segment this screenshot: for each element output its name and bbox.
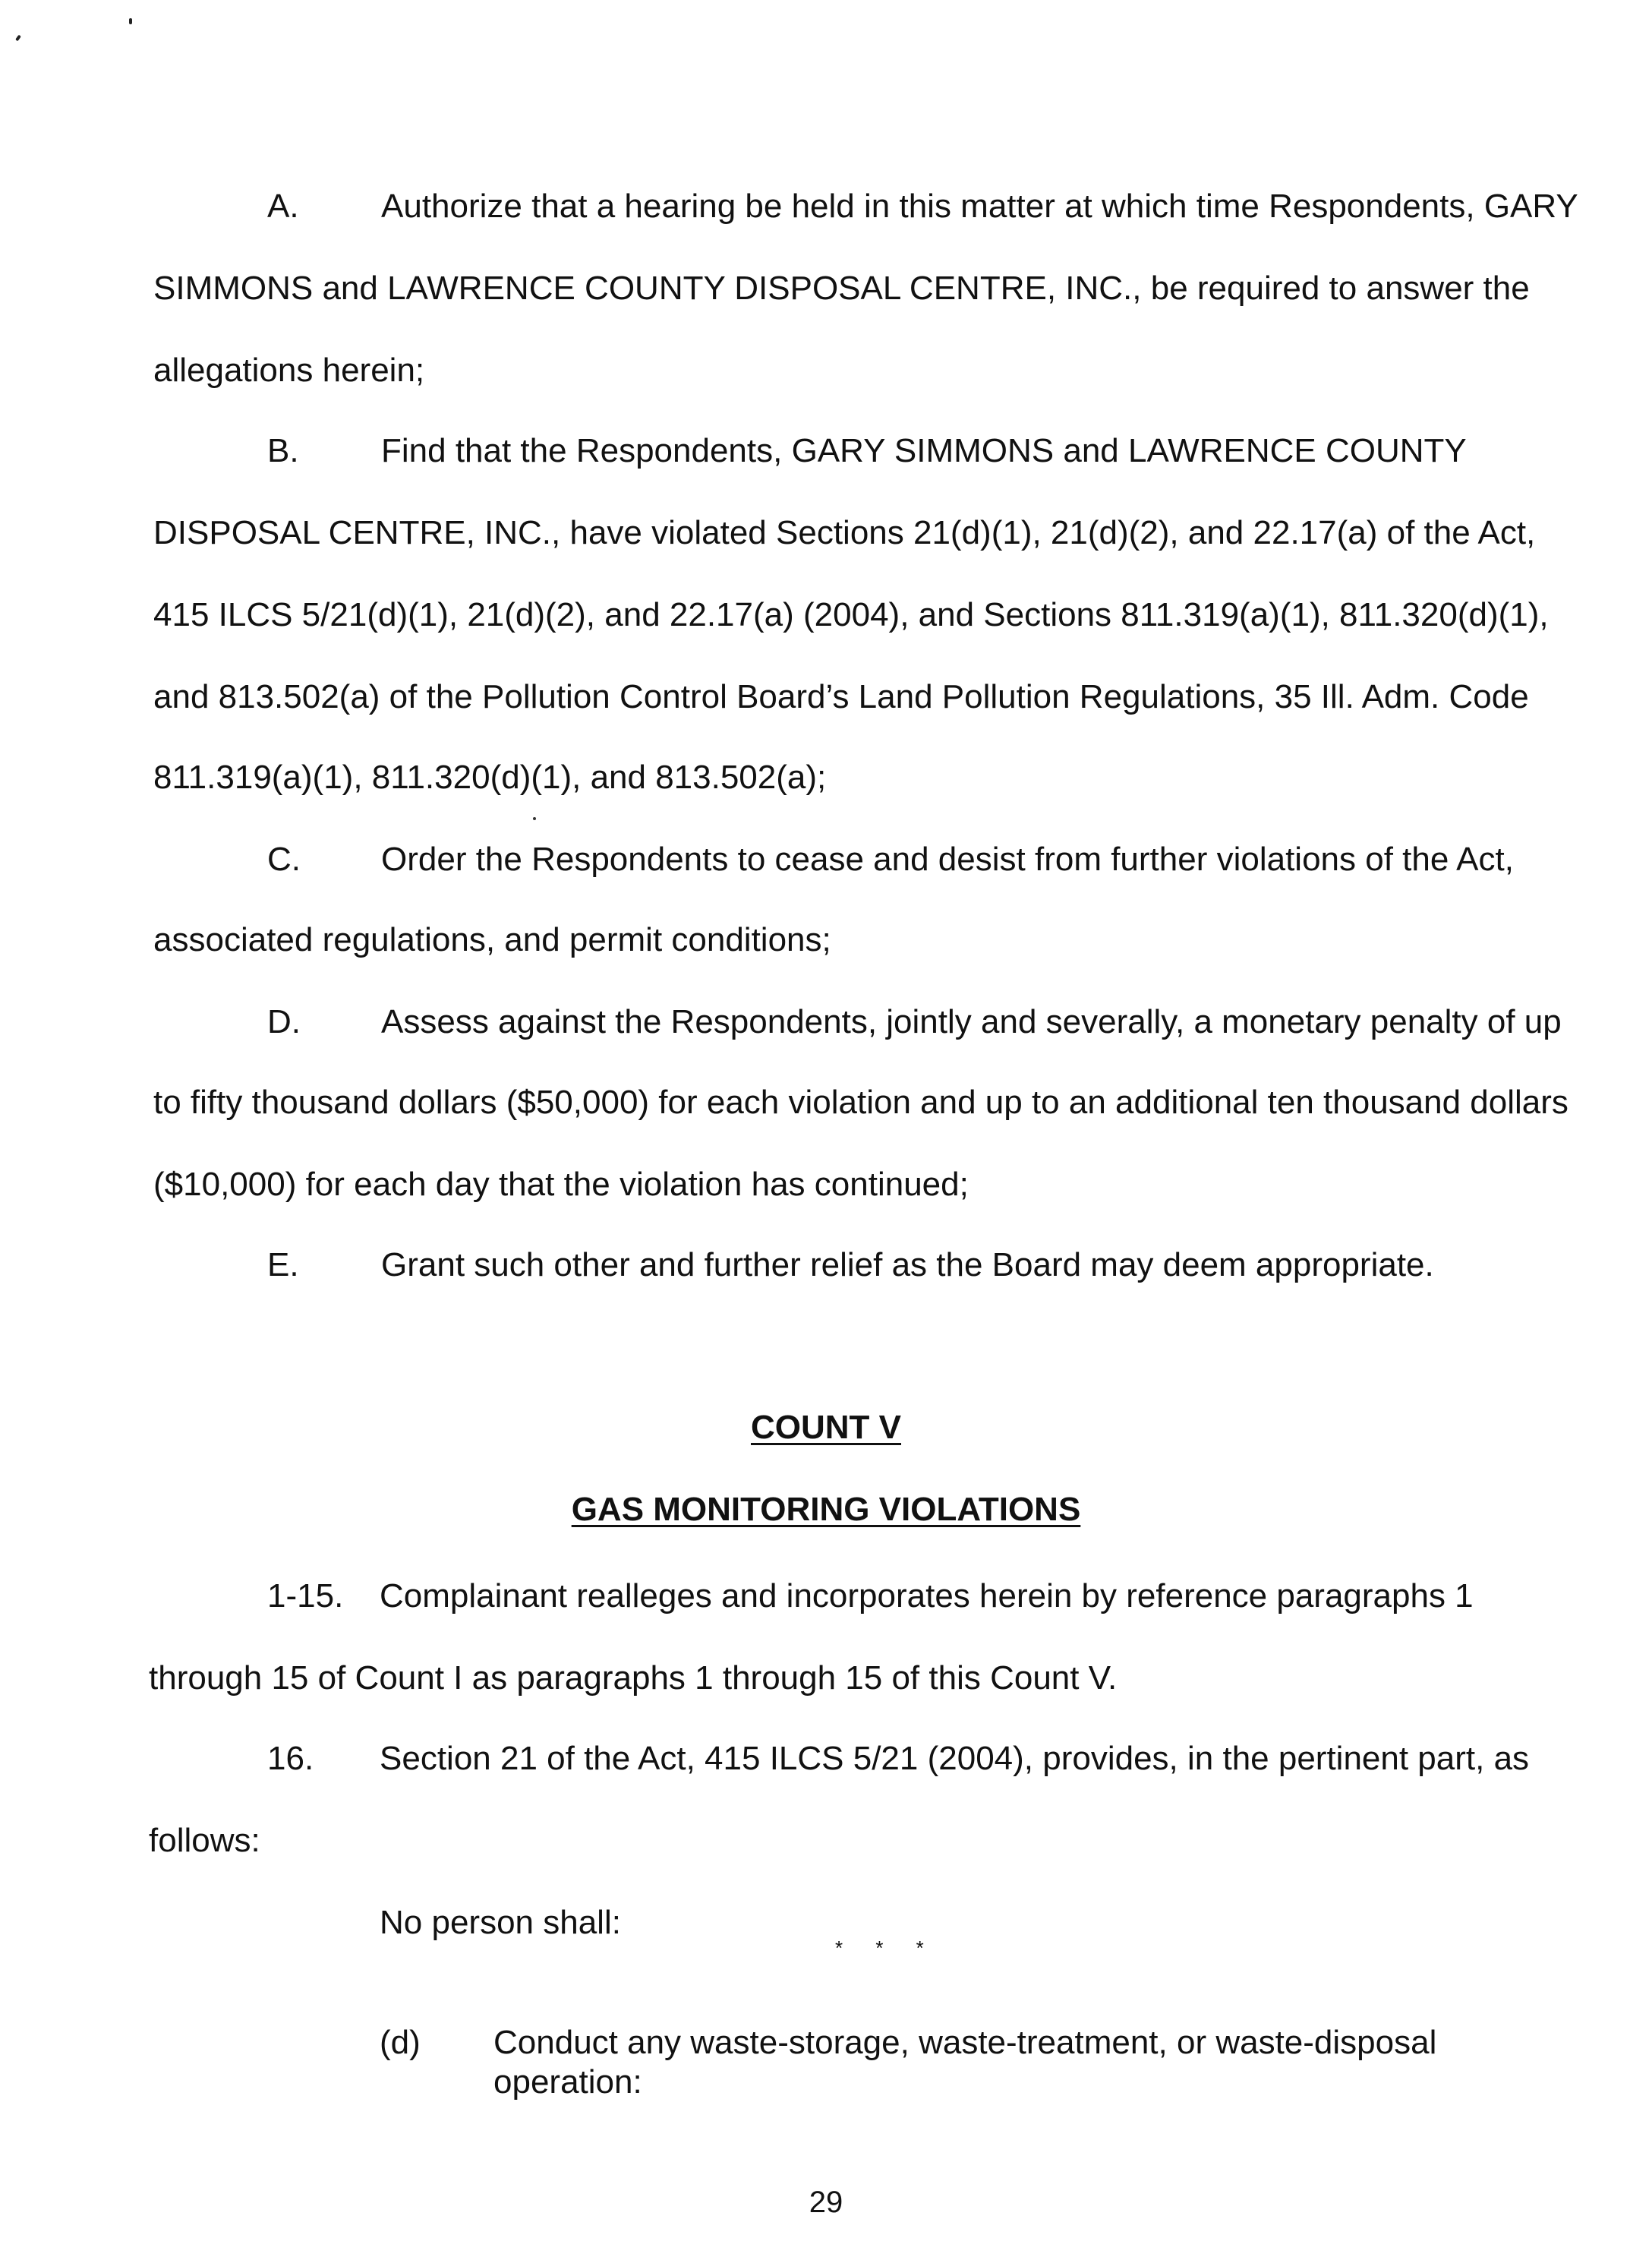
relief-item-b-line-4: and 813.502(a) of the Pollution Control Board’s Land Pollution Regulations, 35 Ill. Adm. Code bbox=[153, 678, 1529, 715]
paragraph-1-15-line-2: through 15 of Count I as paragraphs 1 through 15 of this Count V. bbox=[149, 1659, 1118, 1697]
relief-item-a-line-1: Authorize that a hearing be held in this matter at which time Respondents, GARY bbox=[381, 188, 1578, 225]
scan-mark bbox=[15, 35, 21, 42]
relief-item-d-line-2: to fifty thousand dollars ($50,000) for each violation and up to an additional ten thousand dollars bbox=[153, 1084, 1568, 1121]
relief-item-b-line-1: Find that the Respondents, GARY SIMMONS and LAWRENCE COUNTY bbox=[381, 432, 1467, 469]
paragraph-1-15-line-1: Complainant realleges and incorporates herein by reference paragraphs 1 bbox=[380, 1577, 1474, 1615]
relief-item-c-line-1: Order the Respondents to cease and desist from further violations of the Act, bbox=[381, 841, 1514, 878]
relief-item-label-a: A. bbox=[267, 188, 299, 225]
quote-intro: No person shall: bbox=[380, 1904, 621, 1941]
relief-item-b-line-2: DISPOSAL CENTRE, INC., have violated Sections 21(d)(1), 21(d)(2), and 22.17(a) of the Act, bbox=[153, 514, 1536, 551]
quote-item-line-1: Conduct any waste-storage, waste-treatment, or waste-disposal bbox=[493, 2024, 1437, 2061]
relief-item-e-line-1: Grant such other and further relief as the Board may deem appropriate. bbox=[381, 1246, 1434, 1283]
relief-item-label-c: C. bbox=[267, 841, 301, 878]
quote-item-label: (d) bbox=[380, 2024, 421, 2061]
relief-item-a-line-3: allegations herein; bbox=[153, 352, 425, 389]
relief-item-b-line-3: 415 ILCS 5/21(d)(1), 21(d)(2), and 22.17(a) (2004), and Sections 811.319(a)(1), 811.320(d)(1), bbox=[153, 596, 1549, 633]
paragraph-16-line-2: follows: bbox=[149, 1822, 260, 1859]
paragraph-16-line-1: Section 21 of the Act, 415 ILCS 5/21 (2004), provides, in the pertinent part, as bbox=[380, 1740, 1530, 1777]
quote-ellipsis: * * * bbox=[835, 1936, 938, 1959]
scan-mark bbox=[129, 18, 132, 24]
page-number: 29 bbox=[809, 2186, 843, 2219]
count-title: COUNT V bbox=[751, 1409, 901, 1446]
relief-item-d-line-3: ($10,000) for each day that the violation has continued; bbox=[153, 1166, 969, 1203]
relief-item-d-line-1: Assess against the Respondents, jointly and severally, a monetary penalty of up bbox=[381, 1003, 1562, 1040]
paragraph-label-16: 16. bbox=[267, 1740, 314, 1777]
quote-item-line-2: operation: bbox=[493, 2063, 642, 2101]
relief-item-c-line-2: associated regulations, and permit conditions; bbox=[153, 921, 831, 958]
relief-item-a-line-2: SIMMONS and LAWRENCE COUNTY DISPOSAL CENTRE, INC., be required to answer the bbox=[153, 270, 1530, 307]
relief-item-label-b: B. bbox=[267, 432, 299, 469]
scan-dot bbox=[533, 817, 536, 820]
relief-item-label-d: D. bbox=[267, 1003, 301, 1040]
count-subtitle: GAS MONITORING VIOLATIONS bbox=[571, 1491, 1081, 1528]
relief-item-label-e: E. bbox=[267, 1246, 299, 1283]
paragraph-label-1-15: 1-15. bbox=[267, 1577, 344, 1615]
relief-item-b-line-5: 811.319(a)(1), 811.320(d)(1), and 813.502(a); bbox=[153, 759, 827, 796]
